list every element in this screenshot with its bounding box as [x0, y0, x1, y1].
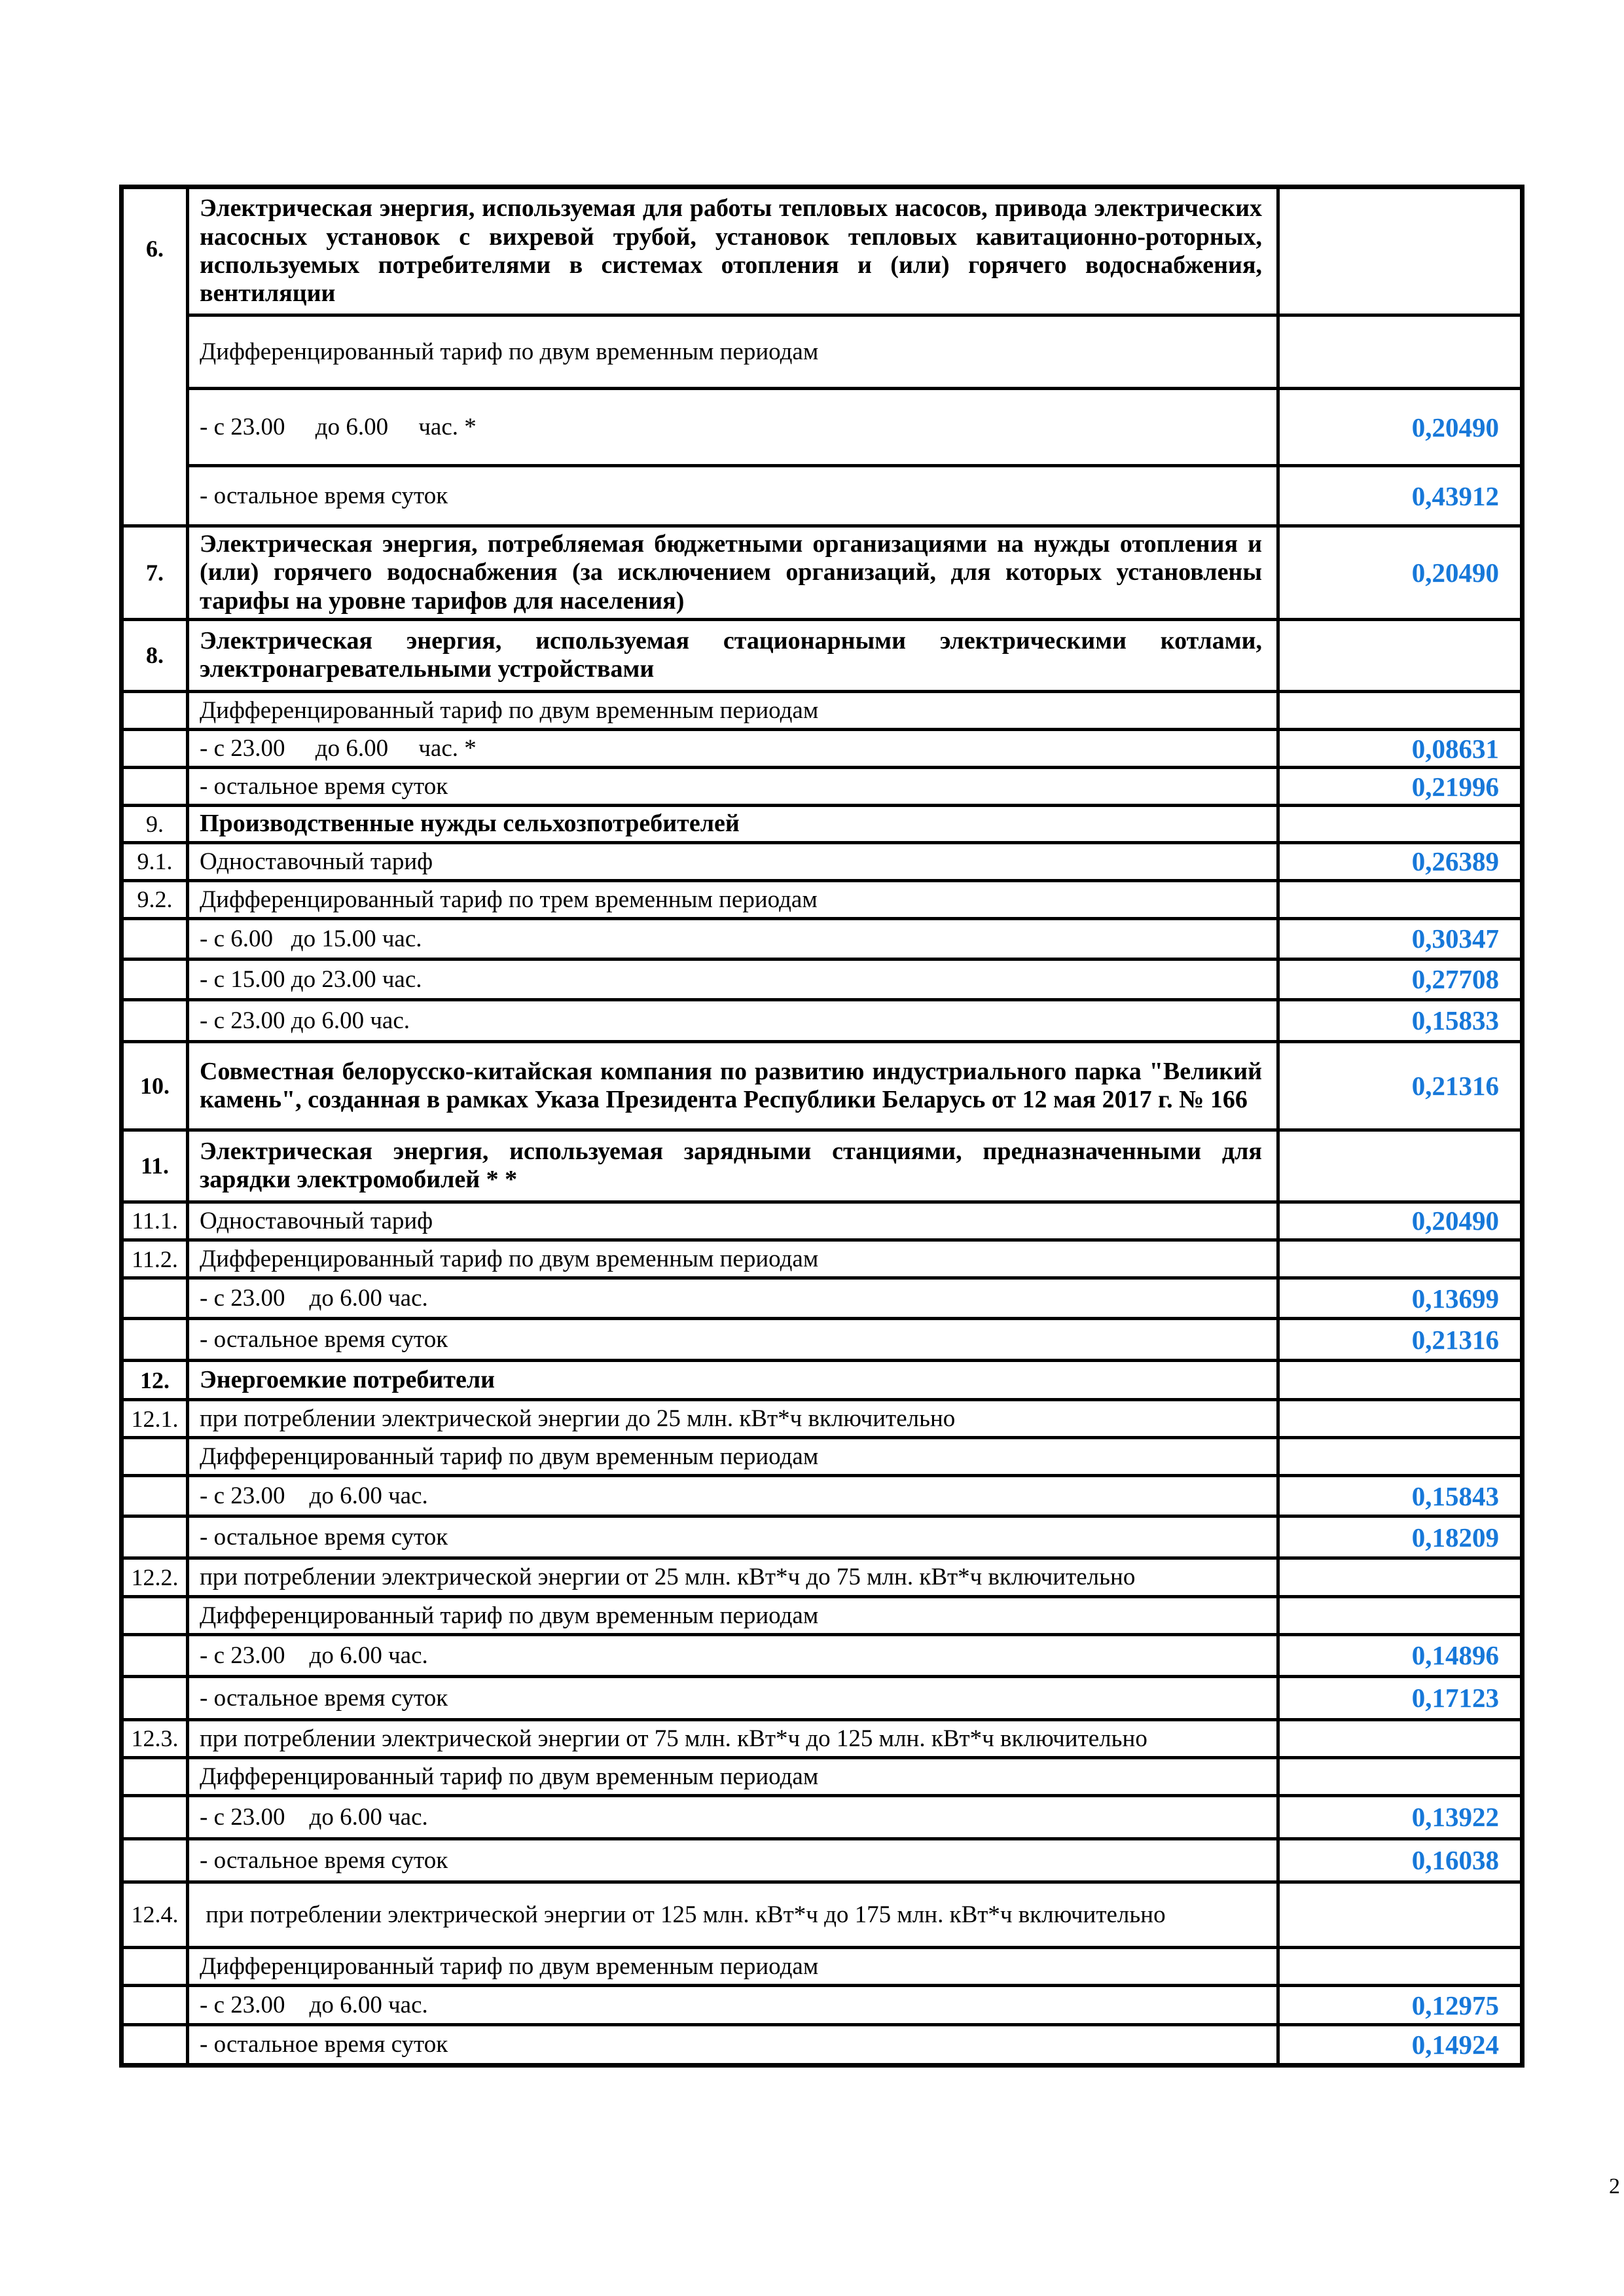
row-number: 11.1. — [122, 1202, 188, 1240]
row-number — [122, 1986, 188, 2025]
tariff-row — [122, 1240, 1523, 1278]
tariff-description: Дифференцированный тариф по двум временным периодам — [188, 1757, 1278, 1795]
tariff-row — [122, 1596, 1523, 1634]
tariff-row — [122, 959, 1523, 999]
row-number: 12.3. — [122, 1719, 188, 1757]
tariff-description: - с 23.00 до 6.00 час. — [188, 1986, 1278, 2025]
row-number — [122, 959, 188, 999]
tariff-description: - остальное время суток — [188, 1676, 1278, 1719]
tariff-value: 0,43912 — [1278, 466, 1523, 526]
tariff-description: - с 23.00 до 6.00 час. * — [188, 730, 1278, 768]
tariff-row — [122, 1476, 1523, 1516]
tariff-row — [122, 1202, 1523, 1240]
row-number: 9.2. — [122, 880, 188, 918]
row-number — [122, 1319, 188, 1361]
tariff-description: Одноставочный тариф — [188, 1202, 1278, 1240]
tariff-value — [1278, 691, 1523, 729]
row-number — [122, 1634, 188, 1676]
tariff-description: Энергоемкие потребители — [188, 1361, 1278, 1400]
row-number: 9.1. — [122, 842, 188, 880]
tariff-value — [1278, 315, 1523, 389]
tariff-value: 0,15843 — [1278, 1476, 1523, 1516]
tariff-description: Производственные нужды сельхозпотребителей — [188, 806, 1278, 842]
row-number: 7. — [122, 526, 188, 620]
row-number — [122, 1757, 188, 1795]
tariff-value: 0,12975 — [1278, 1986, 1523, 2025]
tariff-description: - остальное время суток — [188, 466, 1278, 526]
tariff-description: - остальное время суток — [188, 2025, 1278, 2066]
tariff-row — [122, 806, 1523, 842]
tariff-value: 0,20490 — [1278, 389, 1523, 466]
tariff-description: Дифференцированный тариф по двум временным периодам — [188, 1438, 1278, 1476]
tariff-row — [122, 1986, 1523, 2025]
tariff-description: Дифференцированный тариф по двум временным периодам — [188, 315, 1278, 389]
tariff-description: - с 23.00 до 6.00 час. * — [188, 389, 1278, 466]
tariff-description: Дифференцированный тариф по двум временным периодам — [188, 691, 1278, 729]
tariff-description: Электрическая энергия, используемая зарядными станциями, предназначенными для зарядки электромобилей * * — [188, 1130, 1278, 1202]
tariff-description: - с 23.00 до 6.00 час. — [188, 1476, 1278, 1516]
row-number — [122, 999, 188, 1041]
tariff-description: - с 6.00 до 15.00 час. — [188, 918, 1278, 959]
tariff-description: - с 15.00 до 23.00 час. — [188, 959, 1278, 999]
tariff-row — [122, 1947, 1523, 1985]
tariff-row — [122, 1041, 1523, 1130]
tariff-row — [122, 619, 1523, 691]
tariff-description: Дифференцированный тариф по двум временным периодам — [188, 1596, 1278, 1634]
tariff-row — [122, 1516, 1523, 1558]
tariff-description: - с 23.00 до 6.00 час. — [188, 1795, 1278, 1839]
tariff-row — [122, 1757, 1523, 1795]
tariff-value — [1278, 1558, 1523, 1596]
row-number — [122, 1438, 188, 1476]
tariff-row — [122, 768, 1523, 806]
tariff-value: 0,20490 — [1278, 1202, 1523, 1240]
tariff-row — [122, 526, 1523, 620]
tariff-value — [1278, 1400, 1523, 1438]
tariff-description: - с 23.00 до 6.00 час. — [188, 1634, 1278, 1676]
row-number: 10. — [122, 1041, 188, 1130]
tariff-description: Дифференцированный тариф по двум временным периодам — [188, 1240, 1278, 1278]
row-number — [122, 1516, 188, 1558]
row-number: 11.2. — [122, 1240, 188, 1278]
tariff-description: - с 23.00 до 6.00 час. — [188, 999, 1278, 1041]
tariff-value: 0,26389 — [1278, 842, 1523, 880]
tariff-value: 0,08631 — [1278, 730, 1523, 768]
tariff-row — [122, 466, 1523, 526]
tariff-value — [1278, 1240, 1523, 1278]
row-number: 12. — [122, 1361, 188, 1400]
page-number: 2 — [1609, 2174, 1620, 2198]
row-number — [122, 1278, 188, 1319]
tariff-description: Электрическая энергия, потребляемая бюджетными организациями на нужды отопления и (или) горячего водоснабжения (за исключением организаций, для которых установлены тарифы на уровне тарифов для населения) — [188, 526, 1278, 620]
row-number: 12.4. — [122, 1882, 188, 1947]
tariff-row — [122, 187, 1523, 315]
tariff-row — [122, 918, 1523, 959]
tariff-description: Дифференцированный тариф по двум временным периодам — [188, 1947, 1278, 1985]
tariff-value: 0,21316 — [1278, 1041, 1523, 1130]
row-number — [122, 1795, 188, 1839]
tariff-value: 0,18209 — [1278, 1516, 1523, 1558]
tariff-value: 0,15833 — [1278, 999, 1523, 1041]
tariff-row — [122, 1130, 1523, 1202]
row-number: 9. — [122, 806, 188, 842]
tariff-row — [122, 1719, 1523, 1757]
tariff-description: - остальное время суток — [188, 1839, 1278, 1882]
tariff-value — [1278, 880, 1523, 918]
tariff-row — [122, 1400, 1523, 1438]
tariff-row — [122, 1278, 1523, 1319]
tariff-description: при потреблении электрической энергии от 125 млн. кВт*ч до 175 млн. кВт*ч включительно — [188, 1882, 1278, 1947]
tariff-description: - остальное время суток — [188, 1516, 1278, 1558]
tariff-value: 0,13699 — [1278, 1278, 1523, 1319]
tariff-row — [122, 1795, 1523, 1839]
tariff-description: Дифференцированный тариф по трем временным периодам — [188, 880, 1278, 918]
tariff-row — [122, 315, 1523, 389]
tariff-value — [1278, 806, 1523, 842]
row-number: 12.1. — [122, 1400, 188, 1438]
tariff-description: при потреблении электрической энергии до 25 млн. кВт*ч включительно — [188, 1400, 1278, 1438]
tariff-row — [122, 691, 1523, 729]
row-number: 8. — [122, 619, 188, 691]
tariff-value: 0,14924 — [1278, 2025, 1523, 2066]
row-number — [122, 1839, 188, 1882]
tariff-row — [122, 389, 1523, 466]
tariff-value — [1278, 619, 1523, 691]
row-number: 6. — [122, 187, 188, 526]
tariff-description: Электрическая энергия, используемая стационарными электрическими котлами, электронагревательными устройствами — [188, 619, 1278, 691]
row-number — [122, 1476, 188, 1516]
tariff-row — [122, 1438, 1523, 1476]
tariff-row — [122, 1676, 1523, 1719]
tariff-value: 0,27708 — [1278, 959, 1523, 999]
tariff-description: - остальное время суток — [188, 768, 1278, 806]
tariff-table-body — [122, 187, 1523, 2066]
row-number — [122, 1947, 188, 1985]
tariff-value: 0,13922 — [1278, 1795, 1523, 1839]
tariff-value — [1278, 1596, 1523, 1634]
tariff-description: Одноставочный тариф — [188, 842, 1278, 880]
tariff-description: при потреблении электрической энергии от 75 млн. кВт*ч до 125 млн. кВт*ч включительно — [188, 1719, 1278, 1757]
tariff-value — [1278, 1438, 1523, 1476]
tariff-value — [1278, 1361, 1523, 1400]
row-number — [122, 1596, 188, 1634]
tariff-value — [1278, 1719, 1523, 1757]
tariff-value — [1278, 187, 1523, 315]
tariff-value: 0,17123 — [1278, 1676, 1523, 1719]
tariff-value: 0,21996 — [1278, 768, 1523, 806]
tariff-value — [1278, 1882, 1523, 1947]
tariff-value: 0,20490 — [1278, 526, 1523, 620]
tariff-value — [1278, 1947, 1523, 1985]
row-number — [122, 2025, 188, 2066]
tariff-row — [122, 1319, 1523, 1361]
row-number — [122, 1676, 188, 1719]
tariff-description: - остальное время суток — [188, 1319, 1278, 1361]
tariff-description: при потреблении электрической энергии от 25 млн. кВт*ч до 75 млн. кВт*ч включительно — [188, 1558, 1278, 1596]
tariff-row — [122, 1839, 1523, 1882]
tariff-row — [122, 1361, 1523, 1400]
tariff-value: 0,21316 — [1278, 1319, 1523, 1361]
tariff-value — [1278, 1130, 1523, 1202]
tariff-value: 0,16038 — [1278, 1839, 1523, 1882]
row-number — [122, 730, 188, 768]
tariff-row — [122, 842, 1523, 880]
tariff-description: Совместная белорусско-китайская компания по развитию индустриального парка "Великий камень", созданная в рамках Указа Президента Республики Беларусь от 12 мая 2017 г. № 166 — [188, 1041, 1278, 1130]
row-number: 12.2. — [122, 1558, 188, 1596]
tariff-row — [122, 1634, 1523, 1676]
row-number — [122, 691, 188, 729]
tariff-description: - с 23.00 до 6.00 час. — [188, 1278, 1278, 1319]
tariff-row — [122, 2025, 1523, 2066]
tariff-value: 0,14896 — [1278, 1634, 1523, 1676]
row-number — [122, 768, 188, 806]
tariff-row — [122, 880, 1523, 918]
row-number: 11. — [122, 1130, 188, 1202]
tariff-table — [119, 185, 1525, 2068]
tariff-row — [122, 1558, 1523, 1596]
tariff-description: Электрическая энергия, используемая для работы тепловых насосов, привода электрических насосных установок с вихревой трубой, установок тепловых кавитационно-роторных, используемых потребителями в системах отопления и (или) горячего водоснабжения, вентиляции — [188, 187, 1278, 315]
tariff-value — [1278, 1757, 1523, 1795]
tariff-row — [122, 1882, 1523, 1947]
tariff-row — [122, 730, 1523, 768]
tariff-row — [122, 999, 1523, 1041]
tariff-value: 0,30347 — [1278, 918, 1523, 959]
row-number — [122, 918, 188, 959]
